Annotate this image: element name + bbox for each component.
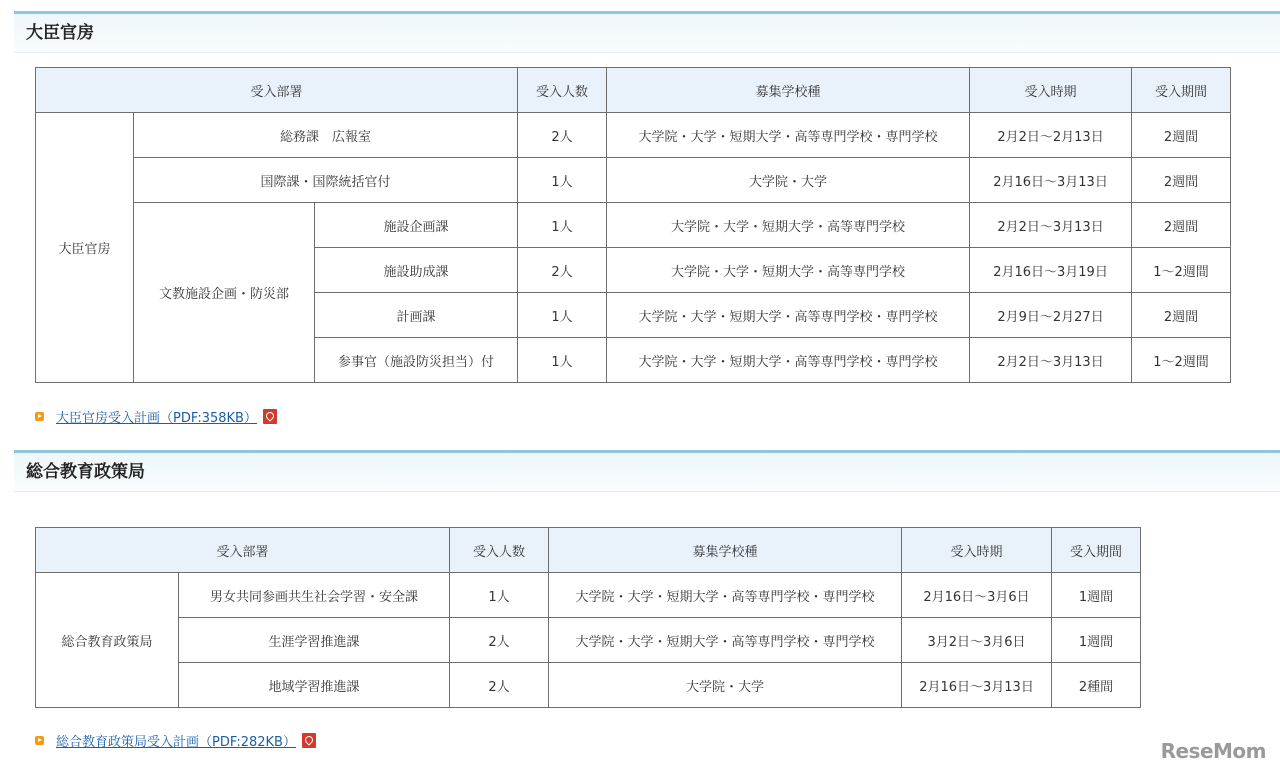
section-title: 大臣官房 — [26, 23, 94, 43]
duration-cell: 2週間 — [1132, 293, 1231, 338]
bureau-cell: 総合教育政策局 — [36, 573, 179, 708]
section-header-education-policy — [14, 450, 1280, 492]
schools-cell: 大学院・大学・短期大学・高等専門学校・専門学校 — [607, 293, 970, 338]
header-period: 受入時期 — [902, 528, 1052, 573]
acceptance-table-education-policy — [35, 527, 1141, 708]
header-duration: 受入期間 — [1132, 68, 1231, 113]
period-cell: 2月9日～2月27日 — [970, 293, 1132, 338]
section-header-minister-secretariat — [14, 11, 1280, 53]
period-cell: 3月2日～3月6日 — [902, 618, 1052, 663]
bureau-cell: 大臣官房 — [36, 113, 134, 383]
period-cell: 2月2日～3月13日 — [970, 338, 1132, 383]
header-dept: 受入部署 — [36, 68, 518, 113]
dept-cell: 国際課・国際統括官付 — [134, 158, 518, 203]
pdf-link-row — [35, 730, 316, 750]
duration-cell: 2種間 — [1052, 663, 1141, 708]
table-row — [36, 618, 1141, 663]
header-count: 受入人数 — [518, 68, 607, 113]
pdf-file-icon — [263, 409, 277, 424]
table-row — [36, 113, 1231, 158]
period-cell: 2月16日～3月6日 — [902, 573, 1052, 618]
resemom-watermark-logo: ReseMom — [1160, 739, 1266, 763]
dept-cell: 生涯学習推進課 — [179, 618, 450, 663]
schools-cell: 大学院・大学・短期大学・高等専門学校・専門学校 — [607, 113, 970, 158]
dept-cell: 参事官（施設防災担当）付 — [315, 338, 518, 383]
count-cell: 1人 — [518, 203, 607, 248]
period-cell: 2月16日～3月19日 — [970, 248, 1132, 293]
count-cell: 1人 — [518, 158, 607, 203]
pdf-link-row — [35, 406, 277, 426]
schools-cell: 大学院・大学・短期大学・高等専門学校・専門学校 — [549, 618, 902, 663]
header-schools: 募集学校種 — [607, 68, 970, 113]
count-cell: 2人 — [518, 113, 607, 158]
table-row — [36, 203, 1231, 248]
duration-cell: 2週間 — [1132, 113, 1231, 158]
education-policy-plan-pdf-link[interactable]: 総合教育政策局受入計画（PDF:282KB） — [56, 734, 296, 750]
schools-cell: 大学院・大学・短期大学・高等専門学校 — [607, 203, 970, 248]
table-header-row — [36, 68, 1231, 113]
schools-cell: 大学院・大学・短期大学・高等専門学校・専門学校 — [549, 573, 902, 618]
header-dept: 受入部署 — [36, 528, 450, 573]
header-schools: 募集学校種 — [549, 528, 902, 573]
pdf-file-icon — [302, 733, 316, 748]
count-cell: 2人 — [518, 248, 607, 293]
dept-cell: 男女共同参画共生社会学習・安全課 — [179, 573, 450, 618]
duration-cell: 2週間 — [1132, 203, 1231, 248]
dept-cell: 総務課 広報室 — [134, 113, 518, 158]
table-row — [36, 573, 1141, 618]
count-cell: 2人 — [450, 618, 549, 663]
section-title: 総合教育政策局 — [26, 462, 145, 482]
period-cell: 2月2日～2月13日 — [970, 113, 1132, 158]
orange-arrow-bullet-icon — [35, 412, 44, 421]
period-cell: 2月2日～3月13日 — [970, 203, 1132, 248]
dept-cell: 計画課 — [315, 293, 518, 338]
table-header-row — [36, 528, 1141, 573]
dept-cell: 施設助成課 — [315, 248, 518, 293]
duration-cell: 2週間 — [1132, 158, 1231, 203]
schools-cell: 大学院・大学・短期大学・高等専門学校・専門学校 — [607, 338, 970, 383]
table-row — [36, 158, 1231, 203]
schools-cell: 大学院・大学 — [607, 158, 970, 203]
count-cell: 1人 — [450, 573, 549, 618]
dept-cell: 施設企画課 — [315, 203, 518, 248]
schools-cell: 大学院・大学・短期大学・高等専門学校 — [607, 248, 970, 293]
dept-cell: 地域学習推進課 — [179, 663, 450, 708]
subdept-cell: 文教施設企画・防災部 — [134, 203, 315, 383]
count-cell: 1人 — [518, 338, 607, 383]
acceptance-table-minister-secretariat — [35, 67, 1231, 383]
count-cell: 1人 — [518, 293, 607, 338]
orange-arrow-bullet-icon — [35, 736, 44, 745]
minister-secretariat-plan-pdf-link[interactable]: 大臣官房受入計画（PDF:358KB） — [56, 410, 257, 426]
duration-cell: 1～2週間 — [1132, 248, 1231, 293]
duration-cell: 1～2週間 — [1132, 338, 1231, 383]
schools-cell: 大学院・大学 — [549, 663, 902, 708]
period-cell: 2月16日～3月13日 — [970, 158, 1132, 203]
duration-cell: 1週間 — [1052, 618, 1141, 663]
header-duration: 受入期間 — [1052, 528, 1141, 573]
table-row — [36, 663, 1141, 708]
header-count: 受入人数 — [450, 528, 549, 573]
header-period: 受入時期 — [970, 68, 1132, 113]
period-cell: 2月16日～3月13日 — [902, 663, 1052, 708]
count-cell: 2人 — [450, 663, 549, 708]
duration-cell: 1週間 — [1052, 573, 1141, 618]
